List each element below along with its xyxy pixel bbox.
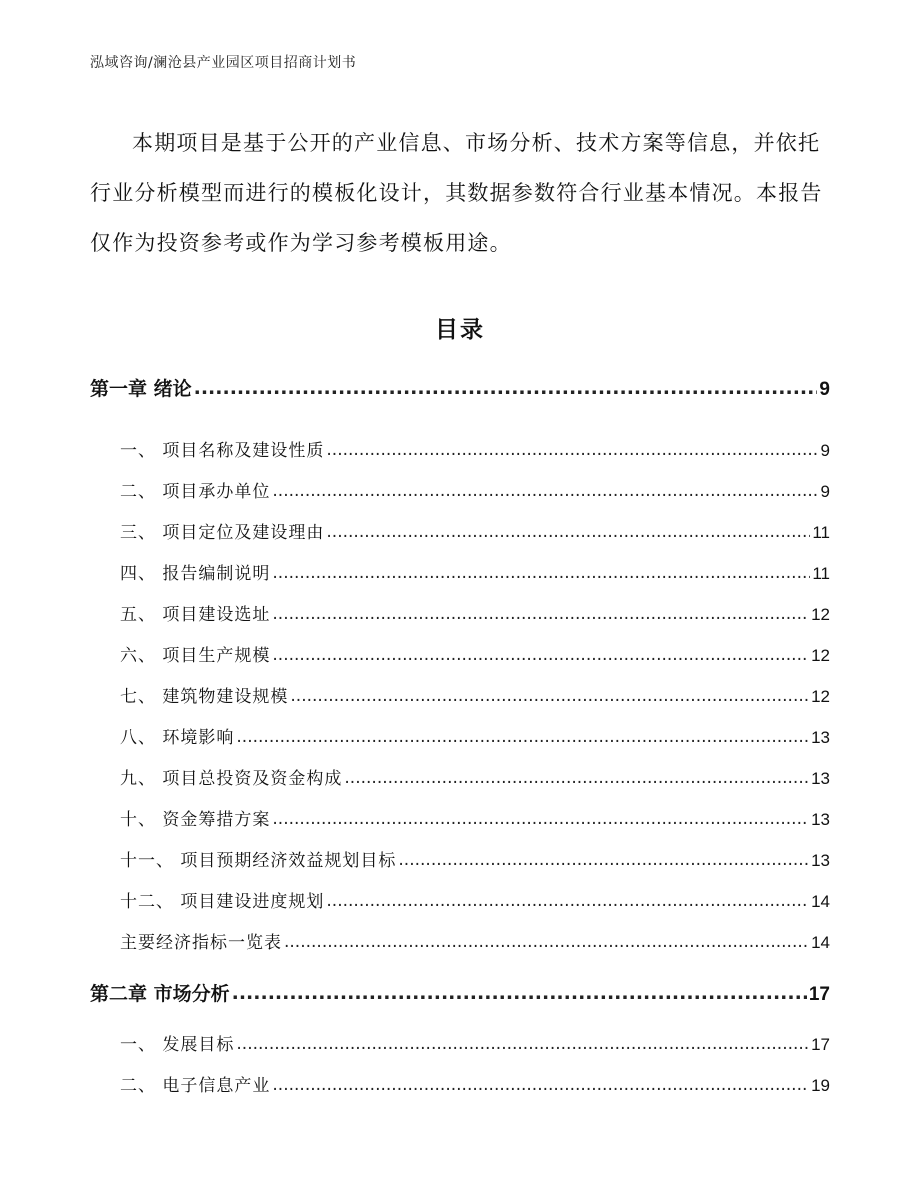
toc-leader-dots [326,891,809,911]
toc-section-entry[interactable] [90,641,830,667]
toc-leader-dots [398,850,809,870]
toc-section-entry[interactable] [90,764,830,790]
toc-entry-page: 19 [811,1076,830,1095]
intro-text: 本期项目是基于公开的产业信息、市场分析、技术方案等信息，并依托行业分析模型而进行的模板化设计，其数据参数符合行业基本情况。本报告仅作为投资参考或作为学习参考模板用途。 [90,131,823,255]
toc-entry-label: 五、 项目建设选址 [120,605,271,625]
toc-entry-label: 三、 项目定位及建设理由 [120,523,325,543]
toc-leader-dots [272,1075,809,1095]
toc-entry-page: 13 [811,851,830,870]
toc-entry-label: 十二、 项目建设进度规划 [120,892,325,912]
toc-leader-dots [326,522,810,542]
toc-entry-page: 9 [820,441,830,460]
toc-chapter-entry[interactable] [90,979,830,1009]
toc-leader-dots [326,440,818,460]
toc-entry-label: 一、 项目名称及建设性质 [120,441,325,461]
toc-entry-page: 13 [811,769,830,788]
toc-entry-label: 四、 报告编制说明 [120,564,271,584]
toc-entry-page: 12 [811,646,830,665]
toc-entry-page: 9 [820,482,830,501]
intro-paragraph [90,118,830,268]
toc-section-entry[interactable] [90,518,830,544]
toc-entry-page: 17 [808,984,830,1005]
toc-entry-label: 二、 项目承办单位 [120,482,271,502]
toc-entry-label: 七、 建筑物建设规模 [120,687,289,707]
toc-entry-page: 11 [812,564,830,583]
toc-leader-dots [284,932,809,952]
toc-section-entry[interactable] [90,887,830,913]
toc-entry-label: 第一章 绪论 [90,378,192,400]
toc-entry-page: 11 [812,523,830,542]
toc-entry-page: 13 [811,728,830,747]
toc-entry-label: 六、 项目生产规模 [120,646,271,666]
toc-section-entry[interactable] [90,1071,830,1097]
toc-section-entry[interactable] [90,846,830,872]
toc-entry-label: 十、 资金筹措方案 [120,810,271,830]
toc-entry-label: 二、 电子信息产业 [120,1076,271,1096]
toc-section-entry[interactable] [90,436,830,462]
toc-leader-dots [272,645,809,665]
toc-chapter-entry[interactable] [90,374,830,404]
toc-entry-label: 十一、 项目预期经济效益规划目标 [120,851,397,871]
toc-leader-dots [272,563,810,583]
toc-leader-dots [272,809,809,829]
toc-entry-page: 9 [819,379,830,400]
toc-leader-dots [272,604,809,624]
toc-entry-page: 13 [811,810,830,829]
toc-leader-dots [194,377,818,399]
toc-entry-label: 九、 项目总投资及资金构成 [120,769,343,789]
toc-entry-label: 一、 发展目标 [120,1035,235,1055]
toc-leader-dots [272,481,818,501]
toc-entry-label: 主要经济指标一览表 [120,933,282,953]
toc-entry-page: 14 [811,933,830,952]
toc-entry-page: 14 [811,892,830,911]
toc-entry-page: 17 [811,1035,830,1054]
toc-leader-dots [232,982,807,1004]
toc-entry-label: 八、 环境影响 [120,728,235,748]
toc-title: 目录 [435,317,485,343]
toc-section-entry[interactable] [90,682,830,708]
toc-entry-label: 第二章 市场分析 [90,983,230,1005]
toc-section-entry[interactable] [90,723,830,749]
document-header: 泓域咨询/澜沧县产业园区项目招商计划书 [90,55,357,71]
toc-entry-page: 12 [811,605,830,624]
toc-leader-dots [236,1034,809,1054]
toc-leader-dots [290,686,809,706]
toc-leader-dots [236,727,809,747]
toc-leader-dots [344,768,809,788]
toc-section-entry[interactable] [90,477,830,503]
toc-entry-page: 12 [811,687,830,706]
toc-section-entry[interactable] [90,559,830,585]
toc-section-entry[interactable] [90,805,830,831]
toc-section-entry[interactable] [90,600,830,626]
toc-section-entry[interactable] [90,928,830,954]
toc-section-entry[interactable] [90,1030,830,1056]
